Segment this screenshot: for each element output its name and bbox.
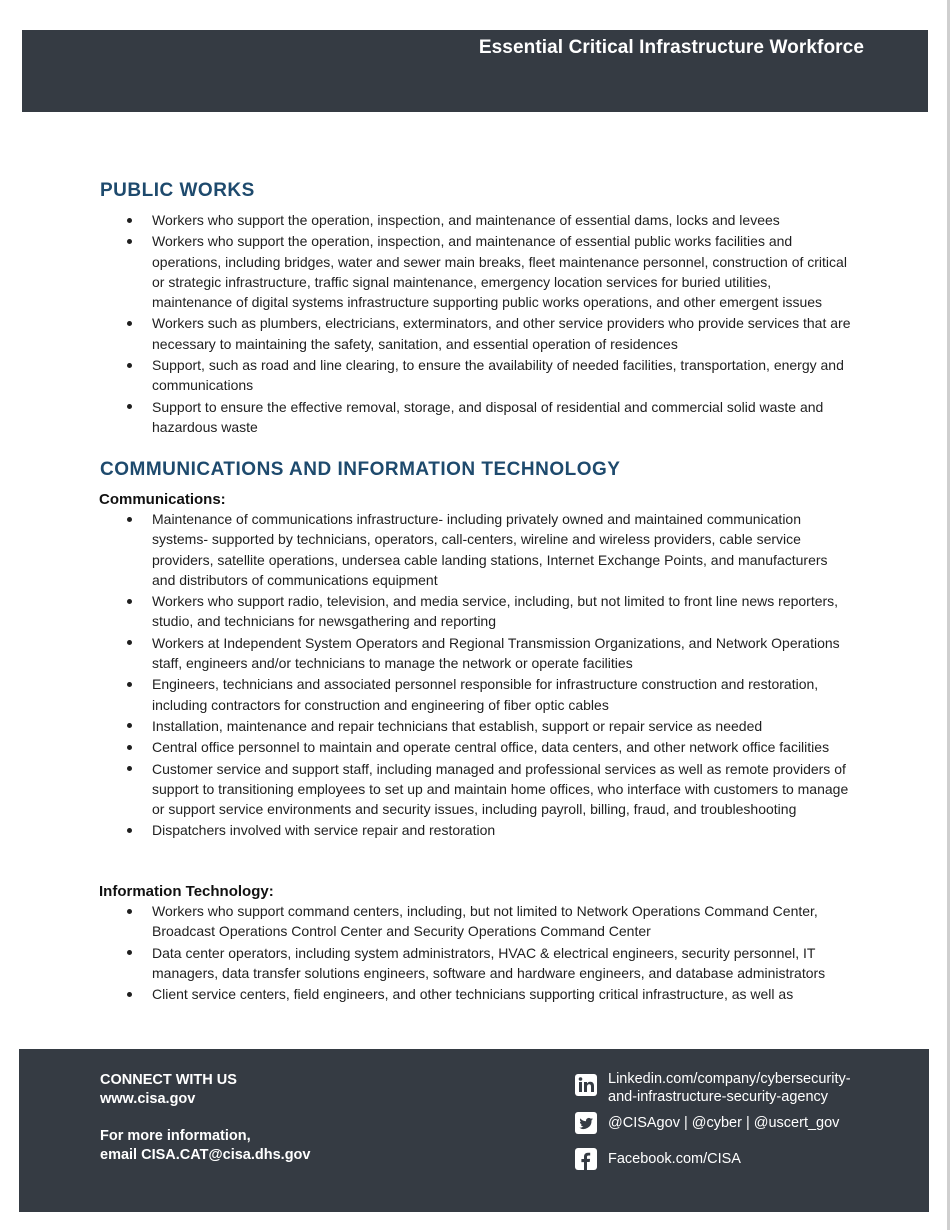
email-link[interactable]: email CISA.CAT@cisa.dhs.gov <box>100 1147 311 1163</box>
list-item: Workers who support the operation, inspection, and maintenance of essential dams, locks and levees <box>152 210 852 230</box>
section-title-comm-it: COMMUNICATIONS AND INFORMATION TECHNOLOGY <box>100 459 621 480</box>
footer-more-info <box>100 1127 310 1165</box>
list-item: Maintenance of communications infrastructure- including privately owned and maintained communication systems- supported by technicians, operators, call-centers, wireline and wireless providers, cable service providers, satellite operations, undersea cable landing stations, Internet Exchange Points, and manufacturers and distributors of communications equipment <box>152 509 852 590</box>
linkedin-link[interactable] <box>608 1070 851 1106</box>
list-item: Workers who support radio, television, and media service, including, but not limited to front line news reporters, studio, and technicians for newsgathering and reporting <box>152 591 852 632</box>
list-item: Data center operators, including system administrators, HVAC & electrical engineers, security personnel, IT managers, data transfer solutions engineers, software and hardware engineers, and database administrators <box>152 943 852 984</box>
website-link[interactable]: www.cisa.gov <box>100 1091 196 1107</box>
twitter-row[interactable] <box>575 1112 839 1134</box>
list-item: Support, such as road and line clearing, to ensure the availability of needed facilities, transportation, energy and communications <box>152 355 852 396</box>
communications-list <box>152 509 852 842</box>
facebook-icon <box>575 1148 597 1170</box>
linkedin-line-2: and-infrastructure-security-agency <box>608 1089 829 1105</box>
twitter-icon <box>575 1112 597 1134</box>
list-item: Dispatchers involved with service repair and restoration <box>152 820 852 840</box>
linkedin-icon <box>575 1074 597 1096</box>
section-title-public-works: PUBLIC WORKS <box>100 180 255 201</box>
linkedin-row[interactable] <box>575 1070 851 1106</box>
list-item: Customer service and support staff, including managed and professional services as well as remote providers of support to transitioning employees to set up and maintain home offices, who interface with customers to manage or support service environments and security issues, including payroll, billing, fraud, and troubleshooting <box>152 759 852 820</box>
twitter-handles[interactable]: @CISAgov | @cyber | @uscert_gov <box>608 1115 840 1131</box>
list-item: Workers such as plumbers, electricians, exterminators, and other service providers who provide services that are necessary to maintaining the safety, sanitation, and essential operation of residences <box>152 313 852 354</box>
list-item: Installation, maintenance and repair technicians that establish, support or repair service as needed <box>152 716 852 736</box>
information-technology-list <box>152 901 852 1005</box>
facebook-link[interactable]: Facebook.com/CISA <box>608 1151 741 1167</box>
subhead-information-technology: Information Technology: <box>99 883 274 900</box>
linkedin-line-1: Linkedin.com/company/cybersecurity- <box>608 1071 851 1087</box>
more-info-label: For more information, <box>100 1128 251 1144</box>
list-item: Engineers, technicians and associated personnel responsible for infrastructure construction and restoration, including contractors for construction and engineering of fiber optic cables <box>152 674 852 715</box>
list-item: Client service centers, field engineers, and other technicians supporting critical infrastructure, as well as <box>152 984 852 1004</box>
list-item: Workers at Independent System Operators and Regional Transmission Organizations, and Network Operations staff, engineers and/or technicians to manage the network or operate facilities <box>152 633 852 674</box>
list-item: Central office personnel to maintain and operate central office, data centers, and other network office facilities <box>152 737 852 757</box>
list-item: Workers who support command centers, including, but not limited to Network Operations Command Center, Broadcast Operations Control Center and Security Operations Command Center <box>152 901 852 942</box>
list-item: Workers who support the operation, inspection, and maintenance of essential public works facilities and operations, including bridges, water and sewer main breaks, fleet maintenance personnel, construction of critical or strategic infrastructure, traffic signal maintenance, emergency location services for buried utilities, maintenance of digital systems infrastructure supporting public works operations, and other emergent issues <box>152 231 852 312</box>
facebook-row[interactable] <box>575 1148 741 1170</box>
list-item: Support to ensure the effective removal, storage, and disposal of residential and commercial solid waste and hazardous waste <box>152 397 852 438</box>
footer-connect <box>100 1071 237 1109</box>
header-title: Essential Critical Infrastructure Workforce <box>478 37 864 58</box>
connect-label: CONNECT WITH US <box>100 1072 237 1088</box>
public-works-list <box>152 210 852 438</box>
subhead-communications: Communications: <box>99 491 226 508</box>
